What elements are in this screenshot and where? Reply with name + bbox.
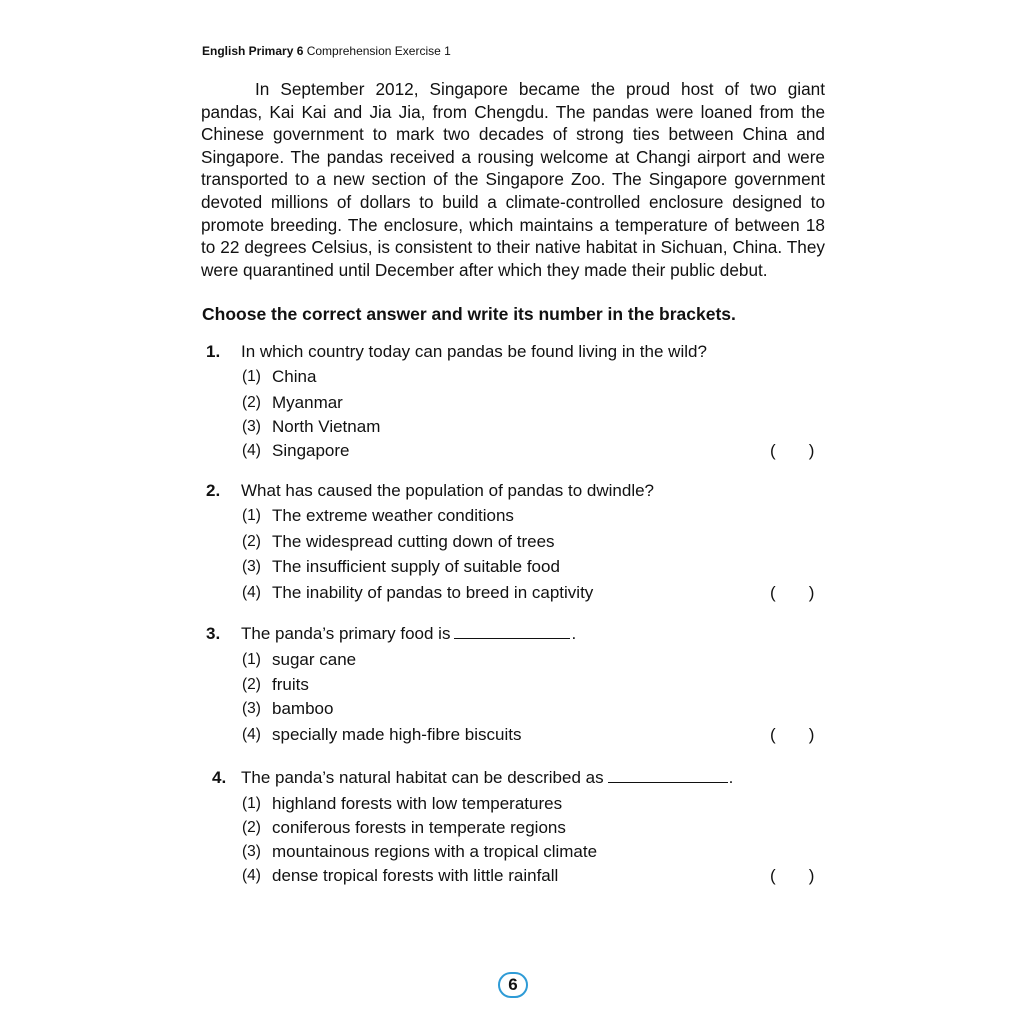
- option-4: [0, 441, 1024, 465]
- question-number: 1.: [206, 342, 221, 361]
- answer-brackets[interactable]: ( ): [770, 583, 815, 602]
- option-text: The extreme weather conditions: [272, 506, 514, 525]
- option-1: [0, 650, 1024, 674]
- question-text: [241, 342, 707, 362]
- option-4: [0, 866, 1024, 890]
- option-2: [0, 818, 1024, 842]
- option-number: (1): [242, 368, 261, 385]
- option-number: (3): [242, 700, 261, 717]
- option-number: (4): [242, 867, 261, 884]
- answer-brackets[interactable]: ( ): [770, 725, 815, 744]
- option-number: (3): [242, 558, 261, 575]
- option-3: [0, 557, 1024, 581]
- question-stem: The panda’s natural habitat can be described as: [241, 768, 604, 787]
- option-3: [0, 842, 1024, 866]
- option-text: dense tropical forests with little rainfall: [272, 866, 559, 885]
- option-text: sugar cane: [272, 650, 357, 669]
- option-number: (3): [242, 418, 261, 435]
- option-3: [0, 699, 1024, 723]
- header-exercise: Comprehension Exercise 1: [306, 44, 451, 58]
- option-1: [0, 506, 1024, 530]
- option-text: The insufficient supply of suitable food: [272, 557, 560, 576]
- answer-brackets[interactable]: ( ): [770, 866, 815, 885]
- question-end: .: [728, 768, 734, 787]
- option-4: [0, 583, 1024, 607]
- option-text: Singapore: [272, 441, 350, 460]
- option-number: (1): [242, 795, 261, 812]
- option-text: specially made high-fibre biscuits: [272, 725, 522, 744]
- question-number: 4.: [212, 768, 227, 787]
- option-2: [0, 393, 1024, 417]
- option-text: North Vietnam: [272, 417, 381, 436]
- page-number-badge: 6: [498, 972, 528, 998]
- option-2: [0, 532, 1024, 556]
- option-text: Myanmar: [272, 393, 343, 412]
- option-text: highland forests with low temperatures: [272, 794, 563, 813]
- question-stem: What has caused the population of pandas to dwindle?: [241, 481, 655, 500]
- fill-in-blank[interactable]: [608, 768, 728, 783]
- option-2: [0, 675, 1024, 699]
- option-text: China: [272, 367, 317, 386]
- question-stem: The panda’s primary food is: [241, 624, 451, 643]
- option-1: [0, 367, 1024, 391]
- option-number: (2): [242, 394, 261, 411]
- question-number: 2.: [206, 481, 221, 500]
- page-header: [202, 44, 451, 58]
- option-text: fruits: [272, 675, 309, 694]
- question-text: [241, 768, 733, 788]
- instruction-text: Choose the correct answer and write its number in the brackets.: [202, 304, 736, 324]
- question-text: [241, 481, 654, 501]
- option-number: (2): [242, 533, 261, 550]
- option-number: (1): [242, 651, 261, 668]
- option-number: (4): [242, 584, 261, 601]
- option-number: (3): [242, 843, 261, 860]
- option-3: [0, 417, 1024, 441]
- question-end: .: [571, 624, 577, 643]
- option-text: coniferous forests in temperate regions: [272, 818, 566, 837]
- passage-text: In September 2012, Singapore became the proud host of two giant pandas, Kai Kai and Jia Jia, from Chengdu. The pandas were loaned from the Chinese government to mark two decades of strong ties between China and Singapore. The pandas received a rousing welcome at Changi airport and were transported to a new section of the Singapore Zoo. The Singapore government devoted millions of dollars to build a climate-controlled enclosure designed to promote breeding. The enclosure, which maintains a temperature of between 18 to 22 degrees Celsius, is consistent to their native habitat in Sichuan, China. They were quarantined until December after which they made their public debut.: [201, 79, 825, 280]
- option-number: (1): [242, 507, 261, 524]
- option-number: (4): [242, 726, 261, 743]
- option-number: (4): [242, 442, 261, 459]
- option-text: bamboo: [272, 699, 334, 718]
- question-text: [241, 624, 576, 644]
- fill-in-blank[interactable]: [454, 624, 570, 639]
- option-1: [0, 794, 1024, 818]
- question-stem: In which country today can pandas be found living in the wild?: [241, 342, 707, 361]
- header-subject: English Primary 6: [202, 44, 304, 58]
- question-number: 3.: [206, 624, 221, 643]
- option-number: (2): [242, 819, 261, 836]
- option-4: [0, 725, 1024, 749]
- option-text: The inability of pandas to breed in captivity: [272, 583, 594, 602]
- answer-brackets[interactable]: ( ): [770, 441, 815, 460]
- option-number: (2): [242, 676, 261, 693]
- option-text: The widespread cutting down of trees: [272, 532, 555, 551]
- option-text: mountainous regions with a tropical climate: [272, 842, 598, 861]
